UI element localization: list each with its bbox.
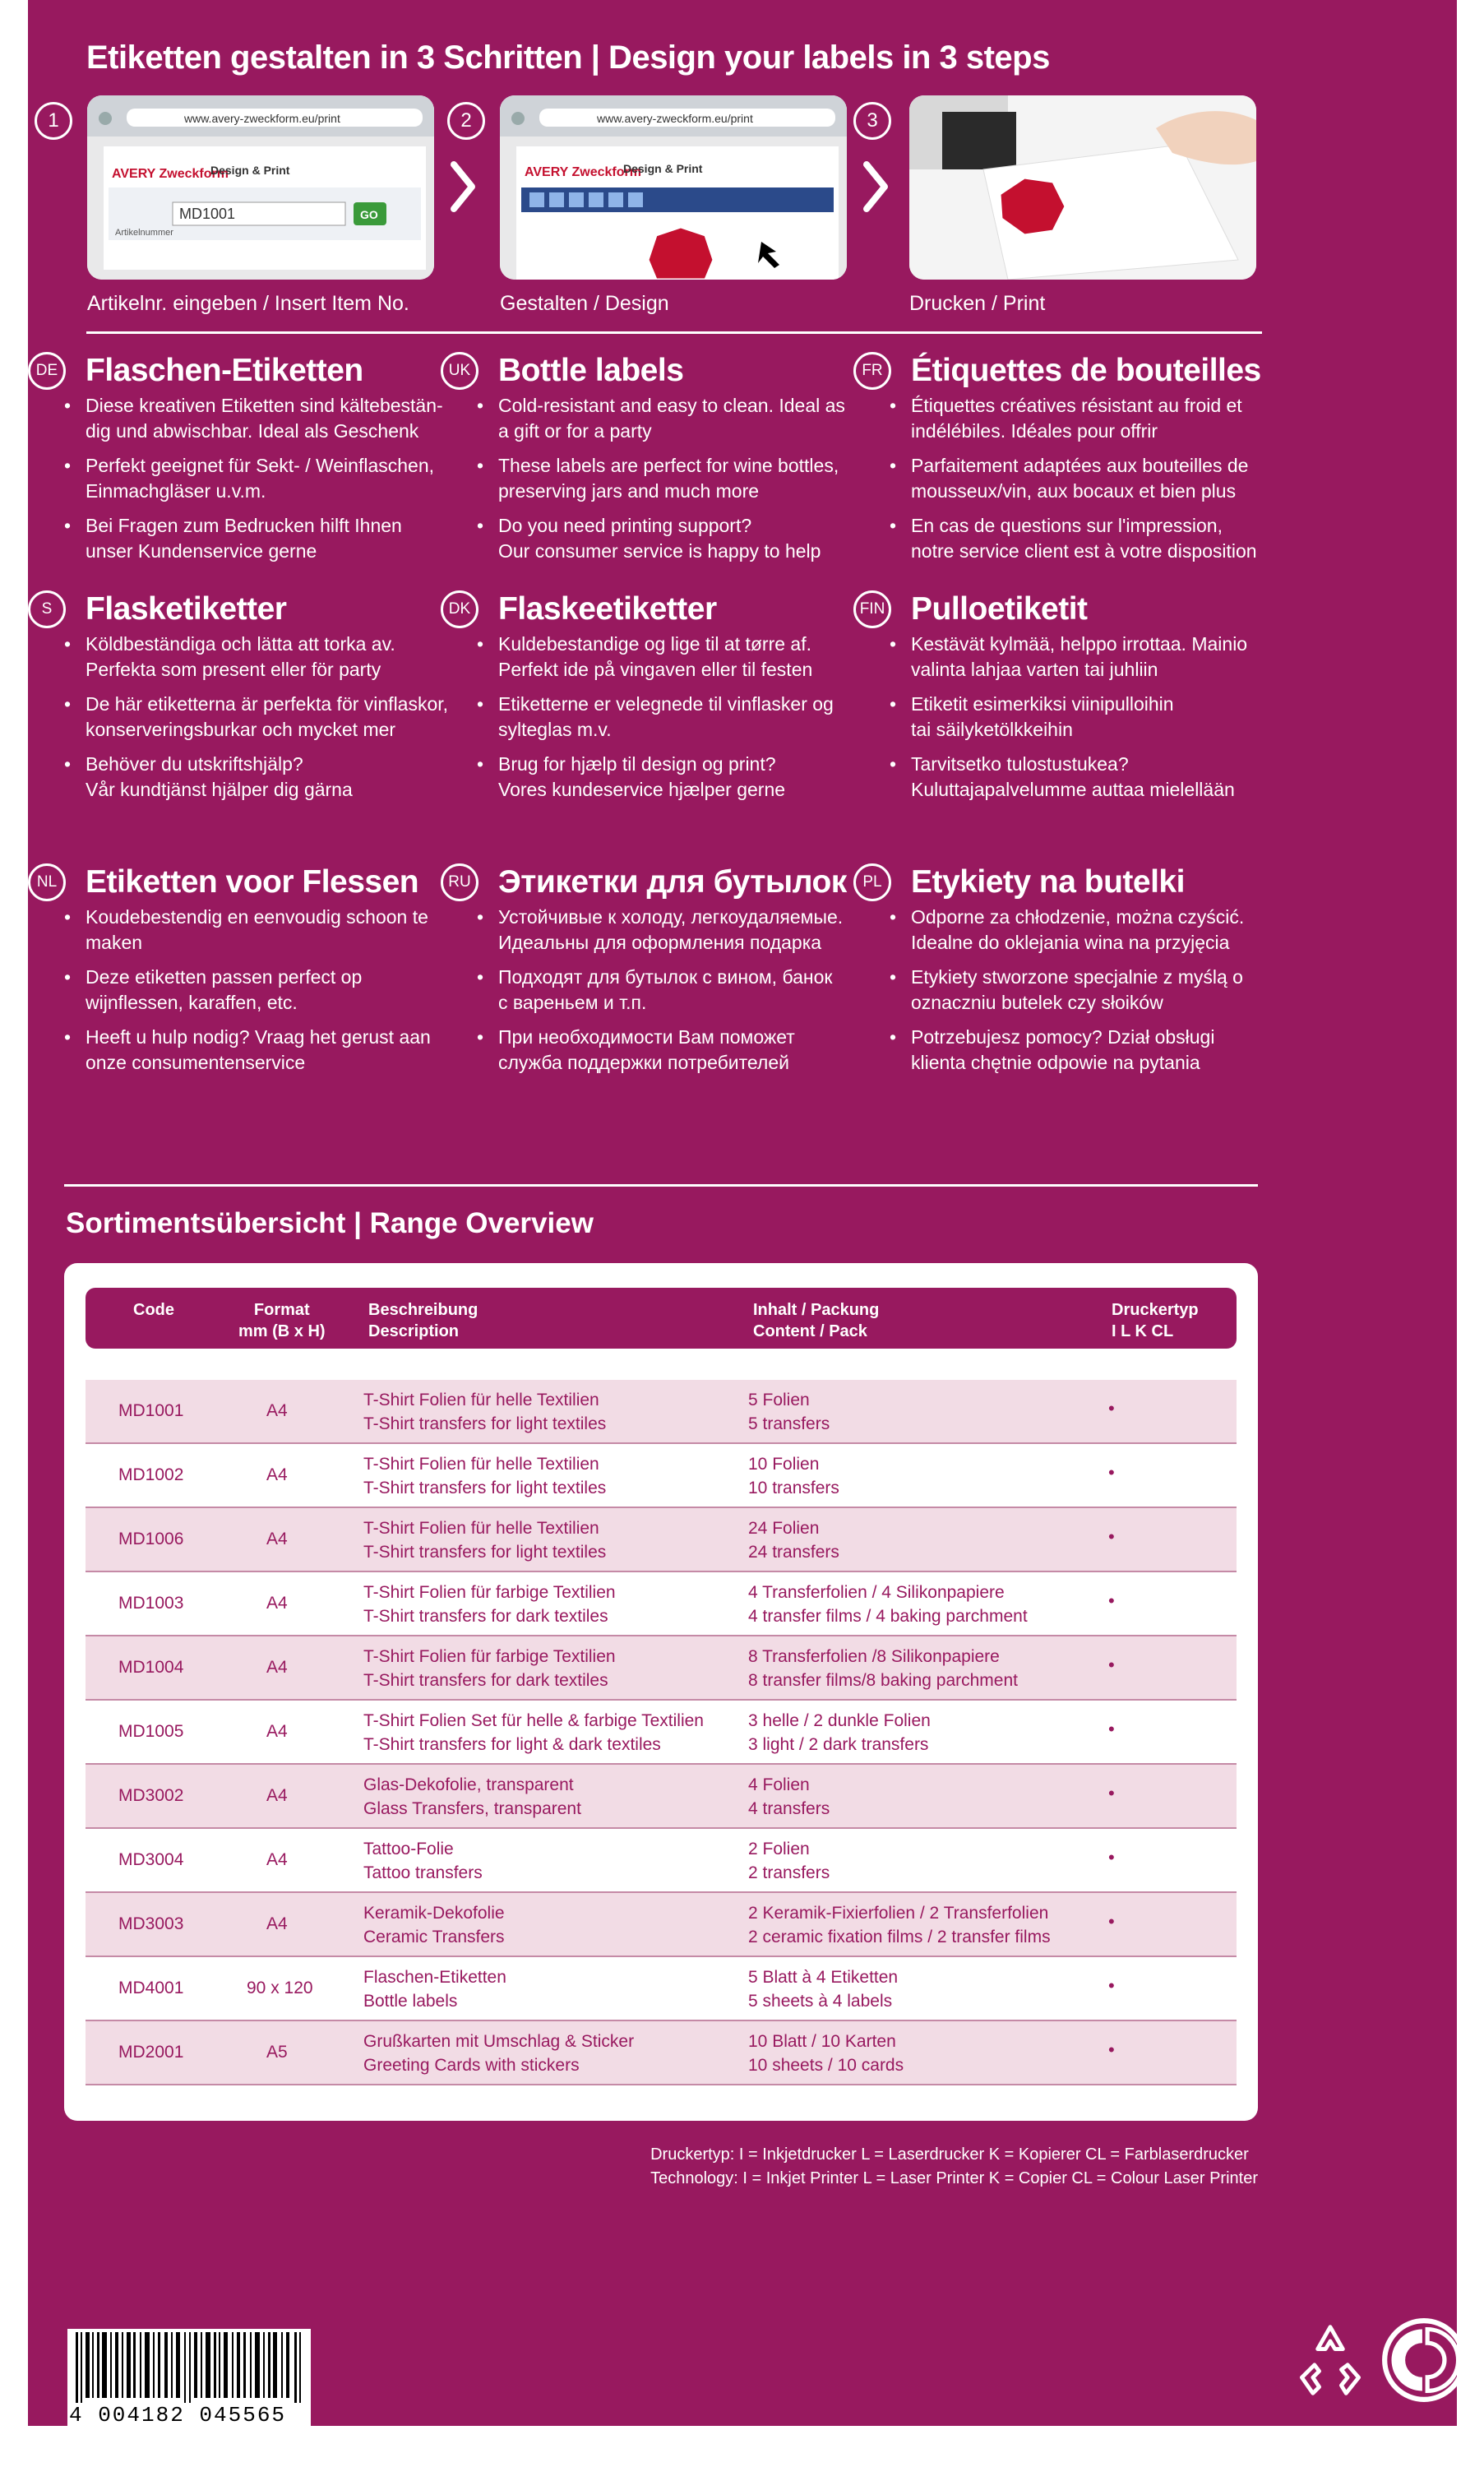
lang-bullet: • Etiketit esimerkiksi viinipulloihin tai säilyketölkkeihin [911, 692, 1314, 743]
cell-content: 4 Folien 4 transfers [748, 1775, 830, 1818]
step-1-field-label: Artikelnummer [115, 228, 173, 238]
table-row [86, 1701, 1237, 1765]
lang-code-badge: DK [441, 590, 478, 628]
step-number-3: 3 [853, 102, 891, 140]
lang-title: Etiketten voor Flessen [86, 864, 419, 900]
step-2-screenshot [500, 95, 847, 280]
col-header-description: Beschreibung Description [368, 1301, 478, 1340]
lang-bullet: • These labels are perfect for wine bottles, preserving jars and much more [498, 453, 901, 504]
divider [64, 1184, 1258, 1187]
lang-code-badge: FR [853, 352, 891, 390]
cell-description: T-Shirt Folien für farbige Textilien T-Shirt transfers for dark textiles [363, 1583, 616, 1626]
lang-block-uk [448, 352, 901, 573]
lang-code-badge: PL [853, 863, 891, 901]
step-1-go: GO [360, 208, 378, 221]
lang-code-badge: NL [28, 863, 66, 901]
lang-block-pl [862, 863, 1314, 1085]
lang-bullet: • Koudebestendig en eenvoudig schoon te maken [86, 905, 488, 956]
step-1-section: Design & Print [210, 164, 290, 177]
recycle-icon [1291, 2321, 1370, 2400]
cell-content: 5 Folien 5 transfers [748, 1391, 830, 1433]
step-1-url: www.avery-zweckform.eu/print [184, 112, 340, 125]
table-row [86, 2021, 1237, 2085]
cell-printer: • [1108, 1847, 1115, 1868]
lang-block-fr [862, 352, 1314, 573]
col-header-printer: Druckertyp I L K CL [1112, 1301, 1199, 1340]
cell-format: A4 [266, 1401, 288, 1420]
cell-format: A4 [266, 1465, 288, 1484]
cell-format: A4 [266, 1850, 288, 1869]
table-row [86, 1380, 1237, 1444]
table-row [86, 1572, 1237, 1636]
cell-code: MD1006 [118, 1530, 184, 1548]
lang-bullet: • Étiquettes créatives résistant au froid et indélébiles. Idéales pour offrir [911, 393, 1314, 444]
lang-title: Etykiety na butelki [911, 864, 1185, 900]
cell-code: MD4001 [118, 1979, 184, 1997]
lang-block-dk [448, 590, 901, 812]
table-row [86, 1957, 1237, 2021]
table-row [86, 1893, 1237, 1957]
lang-code-badge: RU [441, 863, 478, 901]
printer-type-legend [650, 2143, 1258, 2191]
divider [86, 331, 1262, 334]
cell-printer: • [1108, 1462, 1115, 1483]
cell-description: Flaschen-Etiketten Bottle labels [363, 1968, 506, 2011]
cell-code: MD1004 [118, 1658, 184, 1677]
lang-bullet: • Diese kreativen Etiketten sind kältebestän- dig und abwischbar. Ideal als Geschenk [86, 393, 488, 444]
legend-line-en: Technology: I = Inkjet Printer L = Laser Printer K = Copier CL = Colour Laser Printer [650, 2169, 1258, 2187]
cell-content: 2 Folien 2 transfers [748, 1840, 830, 1882]
step-3-caption: Drucken / Print [909, 292, 1046, 315]
cell-content: 10 Folien 10 transfers [748, 1455, 839, 1497]
lang-bullet: • Cold-resistant and easy to clean. Ideal as a gift or for a party [498, 393, 901, 444]
cell-description: Grußkarten mit Umschlag & Sticker Greeting Cards with stickers [363, 2032, 635, 2075]
step-2-caption: Gestalten / Design [500, 292, 669, 315]
cell-code: MD3002 [118, 1786, 184, 1805]
step-2-brand: AVERY Zweckform [525, 165, 641, 179]
lang-title: Flaskeetiketter [498, 591, 717, 627]
cell-format: A4 [266, 1914, 288, 1933]
cell-format: A4 [266, 1722, 288, 1741]
lang-bullet: • Устойчивые к холоду, легкоудаляемые. Идеальны для оформления подарка [498, 905, 901, 956]
cell-printer: • [1108, 2039, 1115, 2060]
step-2-url: www.avery-zweckform.eu/print [597, 112, 753, 125]
step-1-caption: Artikelnr. eingeben / Insert Item No. [87, 292, 409, 315]
range-table [64, 1263, 1258, 2121]
cell-content: 8 Transferfolien /8 Silikonpapiere 8 transfer films/8 baking parchment [748, 1647, 1018, 1690]
lang-code-badge: DE [28, 352, 66, 390]
lang-bullet: • Potrzebujesz pomocy? Dział obsługi klienta chętnie odpowie na pytania [911, 1025, 1314, 1076]
lang-bullet: • En cas de questions sur l'impression, notre service client est à votre disposition [911, 513, 1314, 564]
range-title: Sortimentsübersicht | Range Overview [66, 1207, 594, 1239]
cell-content: 3 helle / 2 dunkle Folien 3 light / 2 dark transfers [748, 1711, 931, 1754]
lang-block-s [41, 590, 488, 812]
table-row [86, 1508, 1237, 1572]
table-row [86, 1636, 1237, 1701]
cell-code: MD3003 [118, 1914, 184, 1933]
barcode-number: 4 004182 045565 [69, 2403, 307, 2428]
lang-bullet: • Odporne za chłodzenie, można czyścić. Idealne do oklejania wina na przyjęcia [911, 905, 1314, 956]
table-row [86, 1829, 1237, 1893]
step-number-2: 2 [447, 102, 485, 140]
step-1-field-value: MD1001 [179, 206, 236, 222]
cell-format: A4 [266, 1658, 288, 1677]
cell-printer: • [1108, 1719, 1115, 1739]
green-dot-icon [1381, 2317, 1467, 2403]
lang-bullet: • Behöver du utskriftshjälp? Vår kundtjänst hjälper dig gärna [86, 752, 488, 803]
cell-description: T-Shirt Folien Set für helle & farbige Textilien T-Shirt transfers for light & dark textiles [363, 1711, 704, 1754]
lang-bullet: • При необходимости Вам поможет служба поддержки потребителей [498, 1025, 901, 1076]
cell-description: Glas-Dekofolie, transparent Glass Transfers, transparent [363, 1775, 581, 1818]
lang-bullet: • Deze etiketten passen perfect op wijnflessen, karaffen, etc. [86, 965, 488, 1016]
cell-content: 5 Blatt à 4 Etiketten 5 sheets à 4 labels [748, 1968, 899, 2011]
col-header-format: Format mm (B x H) [238, 1301, 326, 1340]
lang-block-ru [448, 863, 901, 1085]
cell-printer: • [1108, 1975, 1115, 1996]
cell-format: A4 [266, 1530, 288, 1548]
lang-bullet: • Tarvitsetko tulostustukea? Kuluttajapalvelumme auttaa mielellään [911, 752, 1314, 803]
lang-title: Bottle labels [498, 353, 684, 388]
table-row [86, 1765, 1237, 1829]
cell-format: A5 [266, 2043, 288, 2062]
lang-bullet: • De här etiketterna är perfekta för vinflaskor, konserveringsburkar och mycket mer [86, 692, 488, 743]
cell-code: MD1005 [118, 1722, 184, 1741]
cell-printer: • [1108, 1526, 1115, 1547]
cell-description: T-Shirt Folien für helle Textilien T-Shirt transfers for light textiles [363, 1519, 607, 1562]
chevron-right-icon [862, 158, 890, 215]
col-header-content: Inhalt / Packung Content / Pack [753, 1301, 880, 1340]
cell-description: T-Shirt Folien für farbige Textilien T-Shirt transfers for dark textiles [363, 1647, 616, 1690]
lang-bullet: • Parfaitement adaptées aux bouteilles de mousseux/vin, aux bocaux et bien plus [911, 453, 1314, 504]
step-number-1: 1 [35, 102, 72, 140]
lang-bullet: • Perfekt geeignet für Sekt- / Weinflaschen, Einmachgläser u.v.m. [86, 453, 488, 504]
cell-content: 2 Keramik-Fixierfolien / 2 Transferfolien 2 ceramic fixation films / 2 transfer films [748, 1904, 1051, 1946]
lang-code-badge: UK [441, 352, 478, 390]
lang-bullet: • Do you need printing support? Our consumer service is happy to help [498, 513, 901, 564]
lang-bullet: • Kuldebestandige og lige til at tørre af. Perfekt ide på vingaven eller til festen [498, 632, 901, 683]
step-1-screenshot [87, 95, 434, 280]
lang-code-badge: FIN [853, 590, 891, 628]
lang-bullet: • Kestävät kylmää, helppo irrottaa. Mainio valinta lahjaa varten tai juhliin [911, 632, 1314, 683]
cell-printer: • [1108, 1911, 1115, 1932]
cell-code: MD1002 [118, 1465, 184, 1484]
lang-bullet: • Köldbeständiga och lätta att torka av. Perfekta som present eller för party [86, 632, 488, 683]
cell-printer: • [1108, 1783, 1115, 1803]
cell-code: MD3004 [118, 1850, 184, 1869]
lang-title: Flasketiketter [86, 591, 287, 627]
lang-block-fin [859, 590, 1314, 812]
cell-content: 4 Transferfolien / 4 Silikonpapiere 4 transfer films / 4 baking parchment [748, 1583, 1028, 1626]
cell-content: 24 Folien 24 transfers [748, 1519, 839, 1562]
cell-code: MD2001 [118, 2043, 184, 2062]
cell-description: T-Shirt Folien für helle Textilien T-Shirt transfers for light textiles [363, 1391, 607, 1433]
lang-title: Этикетки для бутылок [498, 864, 847, 900]
table-row [86, 1444, 1237, 1508]
chevron-right-icon [449, 158, 477, 215]
lang-bullet: • Bei Fragen zum Bedrucken hilft Ihnen unser Kundenservice gerne [86, 513, 488, 564]
cell-format: A4 [266, 1594, 288, 1613]
lang-bullet: • Brug for hjælp til design og print? Vores kundeservice hjælper gerne [498, 752, 901, 803]
lang-code-badge: S [28, 590, 66, 628]
lang-bullet: • Etiketterne er velegnede til vinflasker og sylteglas m.v. [498, 692, 901, 743]
legend-line-de: Druckertyp: I = Inkjetdrucker L = Laserdrucker K = Kopierer CL = Farblaserdrucker [650, 2145, 1249, 2164]
cell-format: 90 x 120 [247, 1979, 313, 1997]
table-header [86, 1288, 1237, 1349]
cell-description: Tattoo-Folie Tattoo transfers [363, 1840, 483, 1882]
cell-description: Keramik-Dekofolie Ceramic Transfers [363, 1904, 505, 1946]
steps-title: Etiketten gestalten in 3 Schritten | Design your labels in 3 steps [86, 39, 1050, 76]
step-2-section: Design & Print [623, 162, 703, 175]
cell-content: 10 Blatt / 10 Karten 10 sheets / 10 cards [748, 2032, 904, 2075]
lang-title: Flaschen-Etiketten [86, 353, 363, 388]
cell-printer: • [1108, 1590, 1115, 1611]
lang-block-de [35, 352, 488, 573]
lang-bullet: • Heeft u hulp nodig? Vraag het gerust aan onze consumentenservice [86, 1025, 488, 1076]
col-header-code: Code [133, 1301, 174, 1319]
lang-bullet: • Etykiety stworzone specjalnie z myślą o oznaczniu butelek czy słoików [911, 965, 1314, 1016]
cell-code: MD1001 [118, 1401, 184, 1420]
lang-bullet: • Подходят для бутылок с вином, банок с вареньем и т.п. [498, 965, 901, 1016]
cell-format: A4 [266, 1786, 288, 1805]
lang-block-nl [36, 863, 488, 1085]
cell-description: T-Shirt Folien für helle Textilien T-Shirt transfers for light textiles [363, 1455, 607, 1497]
cell-printer: • [1108, 1655, 1115, 1675]
lang-title: Étiquettes de bouteilles [911, 353, 1261, 388]
cell-printer: • [1108, 1398, 1115, 1419]
step-1-brand: AVERY Zweckform [112, 167, 229, 181]
cell-code: MD1003 [118, 1594, 184, 1613]
step-3-photo [909, 95, 1256, 280]
lang-title: Pulloetiketit [911, 591, 1088, 627]
